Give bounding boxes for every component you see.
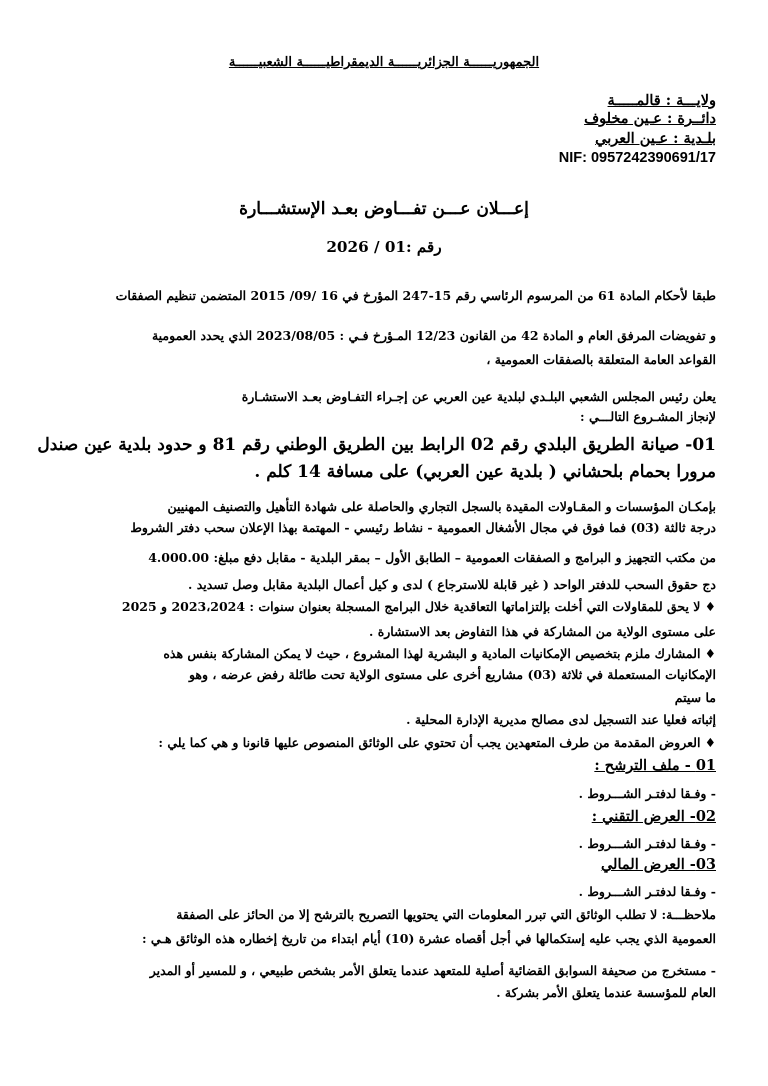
bullet-1-line-1: ♦ لا يحق للمقاولات التي أخلت بإلتزاماتها التعاقدية خلال البرامج المسجلة بعنوان سنوات : 2023،2024 و 2025 [121, 599, 716, 614]
file-1-item: - وفـقا لدفتـر الشـــروط . [578, 786, 716, 801]
file-1-title: 01 - ملف الترشح : [594, 757, 716, 774]
body-line-4: دج حقوق السحب للدفتر الواحد ( غير قابلة للاسترجاع ) لدى و كيل أعمال البلدية مقابل وصل تسديد . [188, 577, 716, 592]
body-line-1: بإمكـان المؤسسات و المقـاولات المقيدة بالسجل التجاري والحاصلة على شهادة التأهيل والتصنيف المهنيين [167, 499, 716, 514]
bullet-1-line-2: على مستوى الولاية من المشاركة في هذا التفاوض بعد الاستشارة . [369, 624, 716, 639]
nif-line: NIF: 0957242390691/17 [558, 150, 716, 166]
preamble-line-1: طبقا لأحكام المادة 61 من المرسوم الرئاسي رقم 15-247 المؤرخ في 16 /09/ 2015 المتضمن تنظيم الصفقات [115, 288, 716, 303]
bullet-2-line-2: الإمكانيات المستعملة في ثلاثة (03) مشاريع أخرى على مستوى الولاية تحت طائلة رفض عرضه ، وهو [188, 667, 716, 682]
note-line-2: العمومية الذي يجب عليه إستكمالها في أجل أقصاه عشرة (10) أيام ابتداء من تاريخ إخطاره هذه الوثائق هـي : [141, 931, 716, 946]
body-line-2: درجة ثالثة (03) فما فوق في مجال الأشغال العمومية - نشاط رئيسي - المهتمة بهذا الإعلان سحب دفتر الشروط [130, 520, 716, 535]
file-3-item: - وفـقا لدفتـر الشـــروط . [578, 884, 716, 899]
project-line-1: 01- صيانة الطريق البلدي رقم 02 الرابط بين الطريق الوطني رقم 81 و حدود بلدية عين صندل [37, 435, 716, 455]
baladiya-line: بلـدية : عـين العربي [595, 130, 716, 147]
page-title: إعـــلان عـــن تفـــاوض بعـد الإستشـــارة [239, 199, 529, 219]
project-line-2: مرورا بحمام بلحشاني ( بلدية عين العربي) على مسافة 14 كلم . [254, 462, 716, 482]
announce-line-2: لإنجاز المشـروع التالـــي : [580, 409, 716, 424]
note-line-3: - مستخرج من صحيفة السوابق القضائية أصلية للمتعهد عندما يتعلق الأمر بشخص طبيعي ، و للمسير أو المدير [149, 963, 716, 978]
file-3-title: 03- العرض المالي [600, 856, 716, 873]
file-2-item: - وفـقا لدفتـر الشـــروط . [578, 836, 716, 851]
bullet-2-line-4: إثباته فعليا عند التسجيل لدى مصالح مديرية الإدارة المحلية . [406, 712, 716, 727]
note-line-4: العام للمؤسسة عندما يتعلق الأمر بشركة . [496, 985, 716, 1000]
preamble-line-3: القواعد العامة المتعلقة بالصفقات العمومية ، [486, 352, 716, 367]
note-line-1: ملاحظـــة: لا تطلب الوثائق التي تبرر المعلومات التي يحتويها التصريح بالترشح إلا من الحائز على الصفقة [176, 907, 716, 922]
announcement-number: رقم :01 / 2026 [326, 238, 442, 256]
announce-line-1: يعلن رئيس المجلس الشعبي البلـدي لبلدية عين العربي عن إجـراء التفـاوض بعـد الاستشـارة [241, 389, 716, 404]
file-2-title: 02- العرض التقني : [591, 808, 716, 825]
bullet-2-line-1: ♦ المشارك ملزم بتخصيص الإمكانيات المادية و البشرية لهذا المشروع ، حيث لا يمكن المشاركة بنفس هذه [163, 646, 716, 661]
bullet-3-line-1: ♦ العروض المقدمة من طرف المتعهدين يجب أن تحتوي على الوثائق المنصوص عليها قانونا و هي كما يلي : [158, 735, 716, 750]
preamble-line-2: و تفويضات المرفق العام و المادة 42 من القانون 12/23 المـؤرخ فـي : 2023/08/05 الذي يحدد العمومية [151, 328, 716, 343]
body-line-3: من مكتب التجهيز و البرامج و الصفقات العمومية – الطابق الأول – بمقر البلدية - مقابل دفع مبلغ: 4.000.00 [148, 550, 716, 565]
wilaya-line: ولايـــة : قالمـــــة [607, 92, 716, 109]
bullet-2-line-3: ما سيتم [674, 690, 716, 705]
daira-line: دائــرة : عـين مخلوف [584, 110, 716, 127]
republic-heading: الجمهوريــــــة الجزائريــــــة الديمقراطيــــــة الشعبيــــــة [228, 55, 540, 70]
